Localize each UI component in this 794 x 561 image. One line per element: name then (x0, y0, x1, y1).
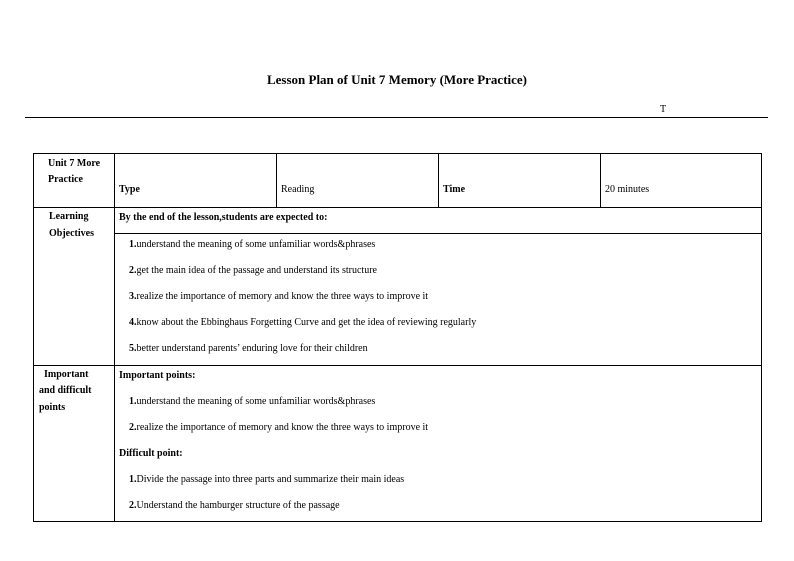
objective-item (129, 238, 375, 251)
objective-number: 4. (129, 317, 137, 328)
objective-text: realize the importance of memory and know the three ways to improve it (136, 291, 429, 302)
objective-item (129, 264, 377, 277)
objective-text: know about the Ebbinghaus Forgetting Curve and get the idea of reviewing regularly (136, 317, 477, 328)
point-text: understand the meaning of some unfamiliar words&phrases (136, 396, 376, 407)
unit-label-line2: Practice (48, 174, 83, 185)
objective-item (129, 290, 428, 303)
objective-number: 5. (129, 343, 137, 354)
column-divider (600, 154, 601, 207)
objectives-intro: By the end of the lesson,students are expected to: (119, 212, 328, 223)
teacher-mark: T (660, 104, 667, 115)
row-divider (114, 233, 762, 234)
unit-label-line1: Unit 7 More (48, 158, 101, 169)
point-text: Divide the passage into three parts and summarize their main ideas (136, 474, 405, 485)
objective-text: understand the meaning of some unfamiliar words&phrases (136, 239, 376, 250)
time-value: 20 minutes (605, 184, 650, 195)
points-label-line1: Important (44, 369, 89, 380)
objectives-label-line2: Objectives (49, 228, 94, 239)
objective-item (129, 342, 368, 355)
column-divider (276, 154, 277, 207)
point-number: 1. (129, 474, 137, 485)
important-points-heading: Important points: (119, 370, 196, 381)
time-label: Time (443, 184, 466, 195)
header-rule (25, 117, 768, 118)
important-point-item (129, 421, 428, 434)
row-divider (34, 365, 762, 366)
difficult-point-item (129, 499, 340, 512)
objective-number: 2. (129, 265, 137, 276)
points-label-line2: and difficult (39, 385, 92, 396)
objective-text: better understand parents’ enduring love for their children (136, 343, 368, 354)
point-number: 2. (129, 500, 137, 511)
point-text: realize the importance of memory and know the three ways to improve it (136, 422, 429, 433)
objectives-label-line1: Learning (49, 211, 89, 222)
row-divider (34, 207, 762, 208)
objective-text: get the main idea of the passage and understand its structure (136, 265, 377, 276)
difficult-point-item (129, 473, 404, 486)
objective-number: 1. (129, 239, 137, 250)
point-number: 1. (129, 396, 137, 407)
type-value: Reading (281, 184, 315, 195)
type-label: Type (119, 184, 140, 195)
lesson-plan-table (33, 153, 762, 522)
point-text: Understand the hamburger structure of the passage (136, 500, 340, 511)
point-number: 2. (129, 422, 137, 433)
difficult-point-heading: Difficult point: (119, 448, 183, 459)
page-title: Lesson Plan of Unit 7 Memory (More Practice) (266, 72, 528, 87)
column-divider (438, 154, 439, 207)
objective-item (129, 316, 476, 329)
column-divider (114, 154, 115, 522)
points-label-line3: points (39, 402, 66, 413)
important-point-item (129, 395, 375, 408)
objective-number: 3. (129, 291, 137, 302)
